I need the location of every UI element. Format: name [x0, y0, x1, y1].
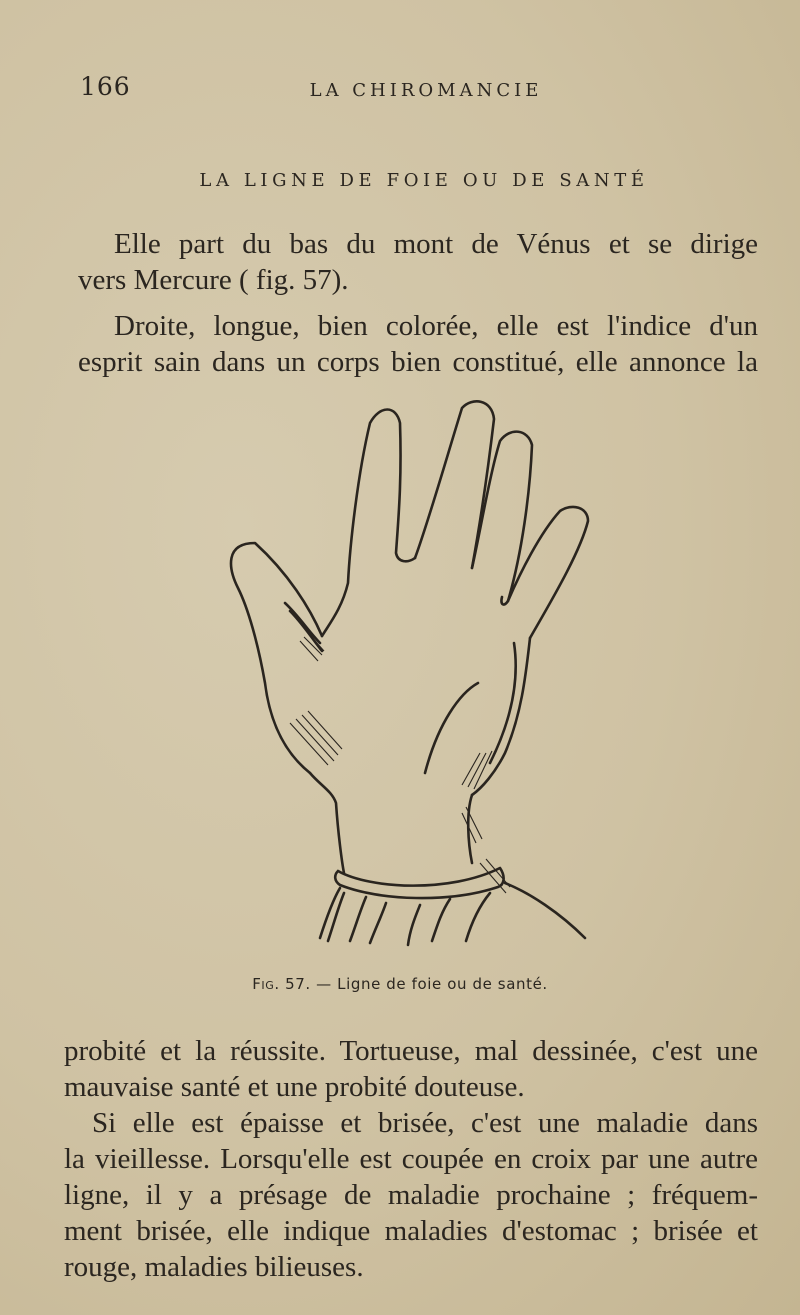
wrist-outline [310, 773, 344, 873]
paragraph-1-line-2: vers Mercure ( fig. 57). [78, 264, 349, 296]
paragraph-4-line-5: rouge, maladies bilieuses. [64, 1251, 364, 1283]
hand-illustration [210, 393, 610, 953]
paragraph-2 [78, 308, 758, 380]
paragraph-1-line-1: Elle part du bas du mont de Vénus et se dirige [114, 228, 758, 260]
health-line [425, 683, 478, 773]
paragraph-2-line-2: esprit sain dans un corps bien constitué, elle annonce la [78, 346, 758, 378]
bottom-text [64, 1033, 758, 1285]
paragraph-3-line-1: probité et la réussite. Tortueuse, mal dessinée, c'est une [64, 1035, 758, 1067]
middle-finger-outline [415, 401, 494, 568]
page-number: 166 [80, 72, 131, 101]
paragraph-4-line-4: ment brisée, elle indique maladies d'estomac ; brisée et [64, 1215, 758, 1247]
thumb-outline [231, 543, 322, 773]
cuff-outline [335, 868, 503, 898]
ring-finger-outline [472, 432, 532, 605]
paragraph-2-line-1: Droite, longue, bien colorée, elle est l'indice d'un [114, 310, 758, 342]
paragraph-1 [78, 226, 758, 298]
paragraph-3-line-2: mauvaise santé et une probité douteuse. [64, 1071, 525, 1103]
paragraph-4-line-2: la vieillesse. Lorsqu'elle est coupée en croix par une autre [64, 1143, 758, 1175]
index-finger-outline [322, 410, 415, 637]
paragraph-4-line-1: Si elle est épaisse et brisée, c'est une maladie dans [92, 1107, 758, 1139]
figure-label: Fig. 57. [252, 975, 311, 993]
section-title: LA LIGNE DE FOIE OU DE SANTÉ [199, 170, 649, 191]
paragraph-4-line-3: ligne, il y a présage de maladie prochaine ; fréquem- [64, 1179, 758, 1211]
little-finger-outline [508, 507, 588, 638]
figure-caption [0, 975, 800, 993]
figure-caption-text: — Ligne de foie ou de santé. [316, 975, 548, 993]
running-head: LA CHIROMANCIE [309, 80, 543, 101]
